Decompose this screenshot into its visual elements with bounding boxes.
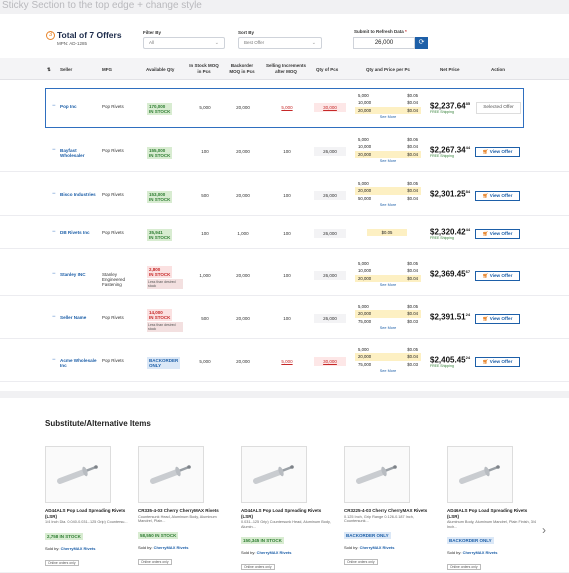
moq-value: 1,000 xyxy=(199,273,211,278)
tier-qty: 20,000 xyxy=(358,354,372,360)
tier-qty: 5,000 xyxy=(358,93,369,98)
product-desc: 1/4 Inch Dia. 0.040-0.031-.125 Grip) Countersu... xyxy=(45,520,128,524)
seller-link[interactable]: DB Rivets Inc xyxy=(60,230,90,235)
refresh-icon[interactable]: ⟳ xyxy=(415,37,428,49)
moq-value: 100 xyxy=(201,231,209,236)
stock-label: IN STOCK xyxy=(149,109,171,114)
tier-qty: 5,000 xyxy=(358,181,369,186)
backorder-moq-value: 20,000 xyxy=(236,105,250,110)
substitutes-title: Substitute/Alternative Items xyxy=(45,419,151,428)
tier-qty: 5,000 xyxy=(358,261,369,266)
backorder-moq-value: 20,000 xyxy=(236,359,250,364)
cart-icon: 🛒︎ xyxy=(482,273,489,278)
tier-price: $0.04 xyxy=(407,354,418,360)
tier-qty: 75,000 xyxy=(358,361,372,367)
view-offer-label: View Offer xyxy=(489,193,513,198)
net-price-value: $2,237.64 xyxy=(430,101,466,111)
net-price xyxy=(430,312,470,322)
row-expand-icon[interactable]: − xyxy=(52,314,56,320)
net-price-cents: 85 xyxy=(465,101,471,106)
col-qty-price: Qty and Price per Pc xyxy=(366,67,411,72)
qty-price-tiers xyxy=(355,303,421,330)
tier-price: $0.04 xyxy=(407,275,418,281)
moq-value: 5,000 xyxy=(199,359,211,364)
sort-by-label: Sort By xyxy=(238,30,255,35)
price-tier xyxy=(355,267,421,274)
net-price-cents: 24 xyxy=(465,355,471,360)
tier-price: $0.05 xyxy=(407,261,418,266)
tier-price: $0.06 xyxy=(407,137,418,142)
tier-price: $0.04 xyxy=(407,107,418,113)
stock-label: IN STOCK xyxy=(149,272,171,277)
quantity-input[interactable]: 26,000 xyxy=(353,37,415,49)
stock-qty: 170,000 xyxy=(149,104,166,109)
tier-qty: 5,000 xyxy=(358,137,369,142)
stock-qty: 155,000 xyxy=(149,148,166,153)
qty-price-tiers xyxy=(355,136,421,163)
stock-qty: 153,000 xyxy=(149,192,166,197)
stock-qty: BACKORDER xyxy=(149,358,179,363)
product-image[interactable] xyxy=(447,446,513,503)
online-only-tag: Online orders only xyxy=(138,559,172,565)
row-expand-icon[interactable]: − xyxy=(52,191,56,197)
substitute-card[interactable] xyxy=(447,446,537,573)
product-desc: Countersunk Head, Aluminum Body, Aluminum Mandrel, Plain... xyxy=(138,514,217,524)
tier-price: $0.04 xyxy=(407,144,418,150)
view-offer-button[interactable] xyxy=(475,357,520,367)
price-tier xyxy=(355,151,421,158)
col-available-qty[interactable]: Available Qty xyxy=(146,67,175,72)
sold-by xyxy=(45,546,135,551)
price-tier xyxy=(367,229,407,236)
qty-value[interactable]: 26,000 xyxy=(314,314,346,323)
available-qty-badge xyxy=(147,357,180,369)
filter-by-value: All xyxy=(149,40,155,45)
view-offer-label: View Offer xyxy=(489,273,513,278)
tier-qty: 10,000 xyxy=(358,144,372,150)
net-price-cents: 84 xyxy=(465,189,471,194)
mfg-label: Pop Rivets xyxy=(102,315,124,320)
sold-by-label: Sold by: xyxy=(241,550,256,556)
free-shipping-label: FREE Shipping xyxy=(430,236,454,240)
stock-label: IN STOCK xyxy=(149,153,171,158)
backorder-moq-value: 1,000 xyxy=(237,231,249,236)
tier-price: $0.04 xyxy=(407,268,418,274)
col-backorder-moq[interactable]: Backorder MOQ in Pcs xyxy=(229,63,255,74)
view-offer-button[interactable] xyxy=(475,191,520,201)
online-only-tag: Online orders only xyxy=(447,564,481,570)
col-increments[interactable]: Selling Increments after MOQ xyxy=(265,63,306,74)
moq-value: 5,000 xyxy=(199,105,211,110)
refresh-label xyxy=(354,29,407,34)
product-stock-badge: BACKORDER ONLY xyxy=(449,538,492,544)
product-desc: 0.031-.125 Grip) Countersunk Head, Aluminum Body, Alumin... xyxy=(241,520,331,529)
free-shipping-label: FREE Shipping xyxy=(430,154,454,158)
tier-price: $0.05 xyxy=(407,304,418,309)
net-price-value: $2,391.51 xyxy=(430,312,466,322)
col-action: Action xyxy=(491,67,505,72)
qty-value[interactable]: 26,000 xyxy=(314,147,346,156)
backorder-moq-value: 20,000 xyxy=(236,149,250,154)
col-moq[interactable]: In Stock MOQ in Pcs xyxy=(189,63,219,74)
tier-price: $0.04 xyxy=(407,311,418,317)
cart-icon: 🛒︎ xyxy=(482,149,489,154)
sold-by-seller[interactable]: CherryMAX Rivets xyxy=(60,545,96,551)
step-badge: 3 xyxy=(46,31,55,40)
rivet-image-icon xyxy=(345,447,409,502)
mfg-label: Pop Rivets xyxy=(102,358,124,363)
substitute-card[interactable] xyxy=(138,446,228,568)
mfg-label: Pop Rivets xyxy=(102,148,124,153)
see-more-link[interactable]: See More xyxy=(379,158,397,163)
available-qty-badge xyxy=(147,103,172,115)
sold-by-seller[interactable]: CherryMAX Rivets xyxy=(359,544,395,550)
table-header xyxy=(0,58,569,80)
product-name[interactable]: AD46ALS Pop Load Spreading Rivets (LSR) xyxy=(447,508,528,519)
sold-by-seller[interactable]: CherryMAX Rivets xyxy=(256,550,292,556)
low-stock-note: Less than desired stock xyxy=(147,322,183,332)
tier-price: $0.05 xyxy=(407,181,418,186)
tier-price: $0.05 xyxy=(381,230,393,235)
view-offer-label: View Offer xyxy=(489,316,513,321)
seller-link[interactable]: Bisco Industries xyxy=(60,192,96,197)
online-only-tag: Online orders only xyxy=(45,560,79,566)
substitute-card[interactable] xyxy=(344,446,434,568)
qty-price-tiers xyxy=(355,346,421,373)
rivet-image-icon xyxy=(139,447,203,502)
qty-price-tiers xyxy=(355,229,421,236)
total-offers-title: Total of 7 Offers xyxy=(57,30,122,40)
price-tier xyxy=(355,136,421,143)
seller-link[interactable]: Stanley INC xyxy=(60,272,86,277)
qty-value[interactable]: 26,000 xyxy=(314,229,346,238)
increments-value: 100 xyxy=(283,193,291,198)
see-more-link[interactable]: See More xyxy=(379,368,397,373)
see-more-link[interactable]: See More xyxy=(379,282,397,287)
price-tier xyxy=(355,318,421,325)
tier-price: $0.04 xyxy=(407,151,418,157)
stock-qty: 14,000 xyxy=(149,310,163,315)
row-expand-icon[interactable]: − xyxy=(52,147,56,153)
tier-price: $0.04 xyxy=(407,100,418,106)
price-tier xyxy=(355,92,421,99)
sold-by-label: Sold by: xyxy=(138,544,153,550)
sold-by xyxy=(138,545,228,550)
product-image[interactable] xyxy=(45,446,111,503)
price-tier xyxy=(355,275,421,282)
price-tier xyxy=(355,195,421,202)
online-only-tag: Online orders only xyxy=(344,559,378,565)
available-qty-badge xyxy=(147,229,172,241)
rivet-image-icon xyxy=(242,447,306,502)
sold-by xyxy=(344,545,434,550)
substitute-card[interactable] xyxy=(45,446,135,569)
product-name[interactable]: CR335-4-03 Cherry CherryMAX Rivets xyxy=(138,508,219,513)
sort-by-value: Best Offer xyxy=(244,40,265,45)
substitute-card[interactable] xyxy=(241,446,331,573)
increments-value: 100 xyxy=(283,149,291,154)
tier-qty: 10,000 xyxy=(358,268,372,274)
moq-value: 500 xyxy=(201,193,209,198)
free-shipping-label: FREE Shipping xyxy=(430,110,454,114)
required-mark: * xyxy=(405,29,407,34)
increments-value: 100 xyxy=(283,273,291,278)
price-tier xyxy=(355,187,421,194)
chevron-down-icon: ⌄ xyxy=(214,40,219,46)
low-stock-note: Less than desired stock xyxy=(147,279,183,289)
qty-value[interactable]: 26,000 xyxy=(314,271,346,280)
row-expand-icon[interactable]: − xyxy=(52,357,56,363)
free-shipping-label: FREE Shipping xyxy=(430,364,454,368)
net-price-value: $2,369.45 xyxy=(430,269,466,279)
sold-by-seller[interactable]: CherryMAX Rivets xyxy=(462,550,498,556)
available-qty-badge xyxy=(147,266,172,278)
row-expand-icon[interactable]: − xyxy=(52,271,56,277)
price-tier xyxy=(355,180,421,187)
cart-icon: 🛒︎ xyxy=(482,193,489,198)
seller-link[interactable]: Bayfast Wholesaler xyxy=(60,148,85,158)
see-more-link[interactable]: See More xyxy=(379,325,397,330)
tier-qty: 75,000 xyxy=(358,318,372,324)
backorder-moq-value: 20,000 xyxy=(236,193,250,198)
tier-qty: 20,000 xyxy=(358,275,372,281)
stock-label: ONLY xyxy=(149,363,162,368)
sold-by-seller[interactable]: CherryMAX Rivets xyxy=(153,544,189,550)
increments-value: 5,000 xyxy=(281,359,293,364)
backorder-moq-value: 20,000 xyxy=(236,316,250,321)
net-price-cents: 44 xyxy=(465,145,471,150)
sold-by-label: Sold by: xyxy=(447,550,462,556)
tier-qty: 5,000 xyxy=(358,347,369,352)
tier-price: $0.05 xyxy=(407,347,418,352)
col-net-price[interactable]: Net Price xyxy=(440,67,460,72)
mfg-label: Pop Rivets xyxy=(102,192,124,197)
view-offer-label: View Offer xyxy=(489,359,513,364)
product-stock-badge: 58,550 IN STOCK xyxy=(140,532,177,538)
filter-by-label: Filter By xyxy=(143,30,162,35)
row-expand-icon[interactable]: − xyxy=(52,229,56,235)
net-price xyxy=(430,189,470,199)
available-qty-badge xyxy=(147,191,172,203)
product-image[interactable] xyxy=(344,446,410,503)
tier-price: $0.05 xyxy=(407,93,418,98)
rivet-image-icon xyxy=(46,447,110,502)
available-qty-badge xyxy=(147,147,172,159)
product-stock-badge: BACKORDER ONLY xyxy=(346,532,389,538)
product-image[interactable] xyxy=(241,446,307,503)
backorder-moq-value: 20,000 xyxy=(236,273,250,278)
see-more-link[interactable]: See More xyxy=(379,202,397,207)
product-name[interactable]: CR3225-4-03 Cherry CherryMAX Rivets xyxy=(344,508,428,513)
tier-price: $0.03 xyxy=(407,318,418,324)
price-tier xyxy=(355,303,421,310)
price-tier xyxy=(355,107,421,114)
price-tier xyxy=(355,361,421,368)
tier-qty: 20,000 xyxy=(358,151,372,157)
price-tier xyxy=(355,143,421,150)
online-only-tag: Online orders only xyxy=(241,564,275,570)
net-price-value: $2,267.34 xyxy=(430,145,466,155)
mfg-label: Pop Rivets xyxy=(102,230,124,235)
seller-link[interactable]: Pop Inc xyxy=(60,104,77,109)
product-stock-badge: 2,758 IN STOCK xyxy=(47,533,81,539)
tier-qty: 50,000 xyxy=(358,195,372,201)
increments-value: 5,000 xyxy=(281,105,293,110)
net-price-value: $2,320.42 xyxy=(430,227,466,237)
price-tier xyxy=(355,260,421,267)
sold-by-label: Sold by: xyxy=(344,544,359,550)
moq-value: 500 xyxy=(201,316,209,321)
tier-price: $0.04 xyxy=(407,188,418,194)
view-offer-button[interactable] xyxy=(475,147,520,157)
net-price-cents: 24 xyxy=(465,312,471,317)
view-offer-button[interactable] xyxy=(475,314,520,324)
tier-price: $0.03 xyxy=(407,361,418,367)
seller-link[interactable]: Seller Name xyxy=(60,315,87,320)
substitutes-section xyxy=(0,398,569,572)
col-seller[interactable]: Seller xyxy=(60,67,73,72)
sold-by xyxy=(241,550,331,555)
product-desc: 0.125 Inch, Grip Range 0.126-0.187 Inch, Countersunk... xyxy=(344,514,414,524)
product-image[interactable] xyxy=(138,446,204,503)
chevron-down-icon: ⌄ xyxy=(311,40,316,46)
net-price-cents: 67 xyxy=(465,269,471,274)
available-qty-badge xyxy=(147,309,172,321)
refresh-label-text: Submit to Refresh Data xyxy=(354,29,404,34)
qty-value[interactable]: 30,000 xyxy=(314,357,346,366)
sold-by-label: Sold by: xyxy=(45,545,60,551)
qty-price-tiers xyxy=(355,92,421,119)
sold-by xyxy=(447,550,537,555)
view-offer-button[interactable] xyxy=(475,229,520,239)
col-sort-icon[interactable]: ⇅ xyxy=(47,67,51,72)
product-name[interactable]: AD44ALS Pop Load Spreading Rivets (LSR) xyxy=(241,508,322,519)
rivet-image-icon xyxy=(448,447,512,502)
qty-value[interactable]: 26,000 xyxy=(314,191,346,200)
net-price-cents: 44 xyxy=(465,227,471,232)
increments-value: 100 xyxy=(283,231,291,236)
product-stock-badge: 150,345 IN STOCK xyxy=(243,538,282,544)
view-offer-button[interactable] xyxy=(475,271,520,281)
cart-icon: 🛒︎ xyxy=(482,359,489,364)
tier-qty: 20,000 xyxy=(358,188,372,194)
qty-price-tiers xyxy=(355,260,421,287)
see-more-link[interactable]: See More xyxy=(379,114,397,119)
qty-value[interactable]: 30,000 xyxy=(314,103,346,112)
view-offer-label: View Offer xyxy=(489,149,513,154)
col-mfg[interactable]: MFG xyxy=(102,67,112,72)
filter-by-select[interactable] xyxy=(143,37,225,49)
tier-qty: 20,000 xyxy=(358,311,372,317)
tier-qty: 20,000 xyxy=(358,107,372,113)
chevron-right-icon[interactable]: › xyxy=(542,523,546,537)
mpn-label: MPN: AD-1285 xyxy=(57,41,88,46)
banner-note: Sticky Section to the top edge + change style xyxy=(2,0,202,11)
row-expand-icon[interactable]: − xyxy=(52,103,56,109)
view-offer-label: View Offer xyxy=(489,231,513,236)
price-tier xyxy=(355,99,421,106)
mfg-label: Stanley Engineered Fastening xyxy=(102,272,126,287)
moq-value: 100 xyxy=(201,149,209,154)
qty-price-tiers xyxy=(355,180,421,207)
net-price-value: $2,405.45 xyxy=(430,355,466,365)
stock-qty: 2,800 xyxy=(149,267,161,272)
tier-qty: 5,000 xyxy=(358,304,369,309)
stock-qty: 35,941 xyxy=(149,230,163,235)
stock-label: IN STOCK xyxy=(149,235,171,240)
net-price-value: $2,301.25 xyxy=(430,189,466,199)
mfg-label: Pop Rivets xyxy=(102,104,124,109)
price-tier xyxy=(355,353,421,360)
stock-label: IN STOCK xyxy=(149,315,171,320)
seller-link[interactable]: Acme Wholesale Inc xyxy=(60,358,97,368)
tier-price: $0.04 xyxy=(407,195,418,201)
selected-offer-label: Selected Offer xyxy=(476,102,521,114)
cart-icon: 🛒︎ xyxy=(482,231,489,236)
sort-by-select[interactable] xyxy=(238,37,322,49)
product-name[interactable]: AD44ALS Pop Load Spreading Rivets (LSR) xyxy=(45,508,126,519)
price-tier xyxy=(355,310,421,317)
stock-label: IN STOCK xyxy=(149,197,171,202)
col-qty[interactable]: Qty of Pcs xyxy=(316,67,339,72)
net-price xyxy=(430,269,470,279)
increments-value: 100 xyxy=(283,316,291,321)
cart-icon: 🛒︎ xyxy=(482,316,489,321)
price-tier xyxy=(355,346,421,353)
product-desc: Aluminum Body, Aluminum Mandrel, Plain Finish, 3/4 Inch... xyxy=(447,520,536,529)
tier-qty: 10,000 xyxy=(358,100,372,106)
